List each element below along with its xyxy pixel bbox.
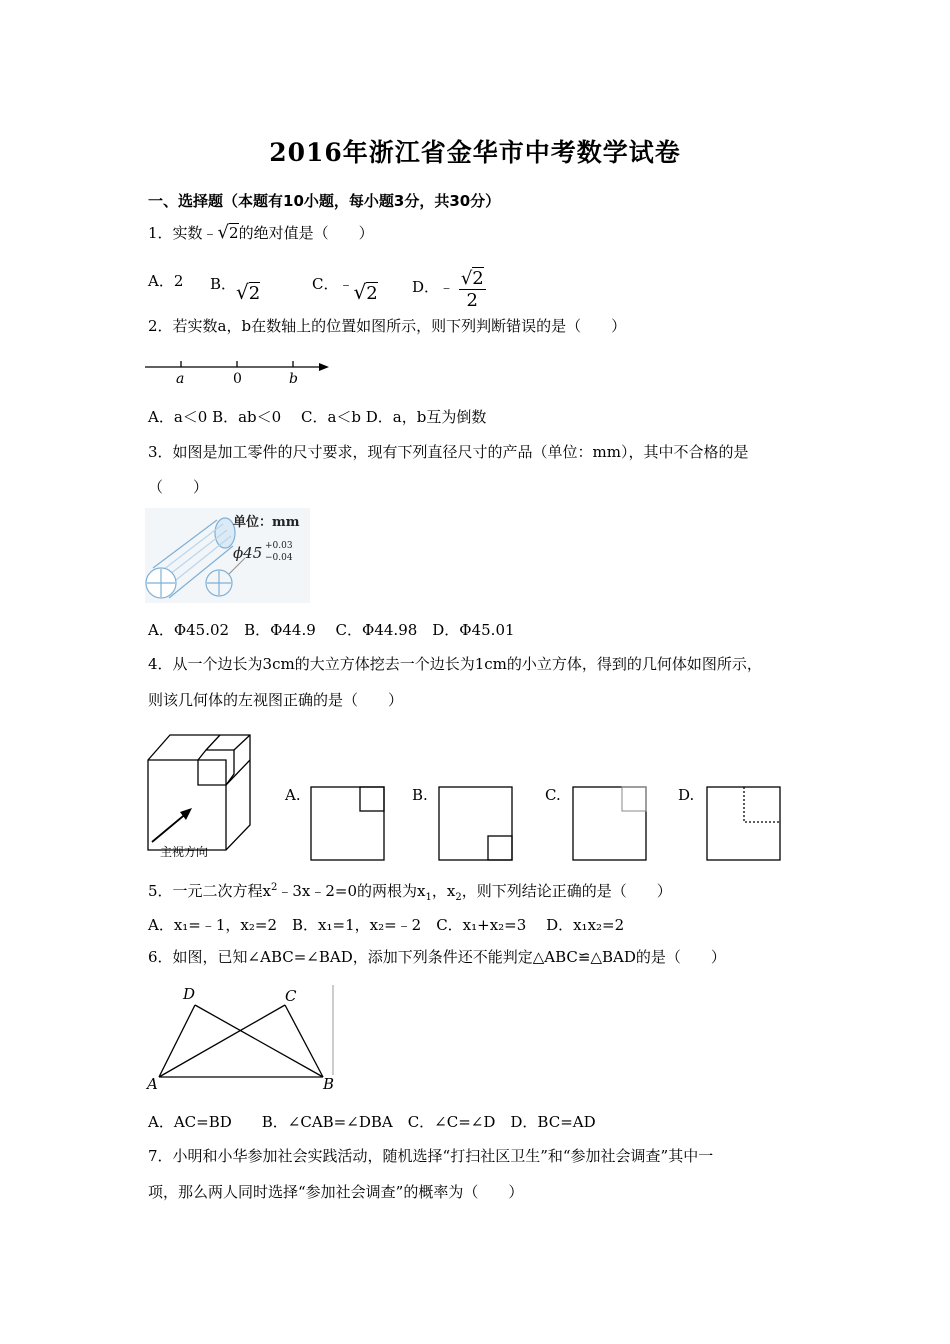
point-d: D [183, 985, 196, 1003]
q1-option-d [412, 268, 486, 311]
q6-options: A．AC=BD B．∠CAB=∠DBA C．∠C=∠D D．BC=AD [148, 1113, 596, 1131]
question-4-cont: 则该几何体的左视图正确的是（ ） [148, 691, 404, 709]
question-7-cont: 项，那么两人同时选择“参加社会调查”的概率为（ ） [148, 1183, 524, 1201]
question-4: 4．从一个边长为3cm的大立方体挖去一个边长为1cm的小立方体，得到的几何体如图所示， [148, 655, 762, 673]
question-3-paren: （ ） [148, 478, 209, 496]
corner-square [622, 787, 646, 811]
section-heading: 一、选择题（本题有10小题，每小题3分，共30分） [148, 192, 501, 210]
q5-subscript-2: 2 [455, 892, 462, 903]
number-line-figure [145, 355, 335, 387]
point-b: B [323, 1075, 335, 1093]
q4-option-c-label: C. [545, 786, 561, 804]
question-7: 7．小明和小华参加社会实践活动，随机选择“打扫社区卫生”和“参加社会调查”其中一 [148, 1147, 714, 1165]
q5-subscript-1: 1 [425, 892, 432, 903]
q1-d-fraction [459, 270, 486, 310]
sqrt-symbol: √ [353, 280, 367, 304]
q1-option-d-label: D．﹣ [412, 278, 455, 296]
sqrt-symbol: √ [217, 222, 230, 243]
q1-b-radicand: 2 [248, 283, 261, 304]
corner-square [360, 787, 384, 811]
q5-text-b: ﹣3x﹣2=0的两根为x [277, 882, 426, 900]
question-1 [148, 222, 374, 243]
cylinder-top [215, 518, 235, 548]
q1-d-radicand: 2 [472, 268, 484, 289]
q1-c-radicand: 2 [366, 283, 378, 304]
page-title: 2016年浙江省金华市中考数学试卷 [269, 138, 681, 167]
sqrt-symbol: √ [460, 268, 473, 289]
sqrt-symbol: √ [236, 280, 249, 304]
q1-option-b [210, 270, 261, 304]
q5-text-d: ，则下列结论正确的是（ ） [461, 882, 672, 900]
q1-option-c-label: C．﹣ [312, 275, 354, 293]
q1-option-c [312, 270, 378, 304]
q1-d-denominator: 2 [466, 290, 478, 311]
cylinder-figure [145, 508, 310, 603]
q4-option-b-figure [438, 786, 514, 862]
q5-exponent: 2 [271, 882, 278, 893]
tolerance-lower: −0.04 [265, 553, 293, 563]
hidden-edge [744, 787, 780, 822]
unit-label: 单位：mm [233, 515, 300, 530]
q1-tail: 的绝对值是（ ） [238, 224, 374, 242]
q1-option-b-label: B． [210, 275, 237, 293]
label-a: a [176, 371, 185, 387]
q5-options: A．x₁=﹣1，x₂=2 B．x₁=1，x₂=﹣2 C．x₁+x₂=3 D．x₁x₂=2 [148, 916, 625, 934]
segment-ac [159, 1005, 285, 1077]
q2-options: A．a＜0 B．ab＜0 C．a＜b D．a，b互为倒数 [148, 408, 487, 426]
q4-option-c-figure [572, 786, 648, 862]
square-outline [707, 787, 780, 860]
q4-option-b-label: B. [412, 786, 428, 804]
question-2: 2．若实数a，b在数轴上的位置如图所示，则下列判断错误的是（ ） [148, 317, 627, 335]
corner-square [488, 836, 512, 860]
question-5 [148, 880, 672, 903]
label-0: 0 [233, 371, 242, 387]
q4-option-a-figure [310, 786, 386, 862]
q1-radicand: 2 [229, 224, 239, 242]
diameter-label: ϕ45 [233, 544, 263, 562]
point-c: C [285, 987, 297, 1005]
q1-option-a: A．2 [148, 272, 184, 290]
q5-text-a: 5．一元二次方程x [148, 882, 272, 900]
square-outline [311, 787, 384, 860]
q3-options: A．Φ45.02 B．Φ44.9 C．Φ44.98 D．Φ45.01 [148, 621, 515, 639]
question-3: 3．如图是加工零件的尺寸要求，现有下列直径尺寸的产品（单位：mm），其中不合格的是 [148, 443, 749, 461]
triangle-figure [145, 983, 340, 1093]
question-6: 6．如图，已知∠ABC=∠BAD，添加下列条件还不能判定△ABC≌△BAD的是（ ） [148, 948, 726, 966]
q4-option-d-label: D. [678, 786, 695, 804]
tolerance-upper: +0.03 [265, 541, 293, 551]
q4-option-d-figure [706, 786, 782, 862]
front-view-label: 主视方向 [160, 845, 209, 859]
square-outline [573, 787, 646, 860]
arrow-icon [319, 363, 329, 371]
square-outline [439, 787, 512, 860]
point-a: A [147, 1075, 158, 1093]
q1-text: 1．实数﹣ [148, 224, 218, 242]
q5-text-c: ，x [431, 882, 456, 900]
label-b: b [289, 371, 298, 387]
cube-figure [140, 730, 255, 860]
q4-option-a-label: A. [285, 786, 301, 804]
